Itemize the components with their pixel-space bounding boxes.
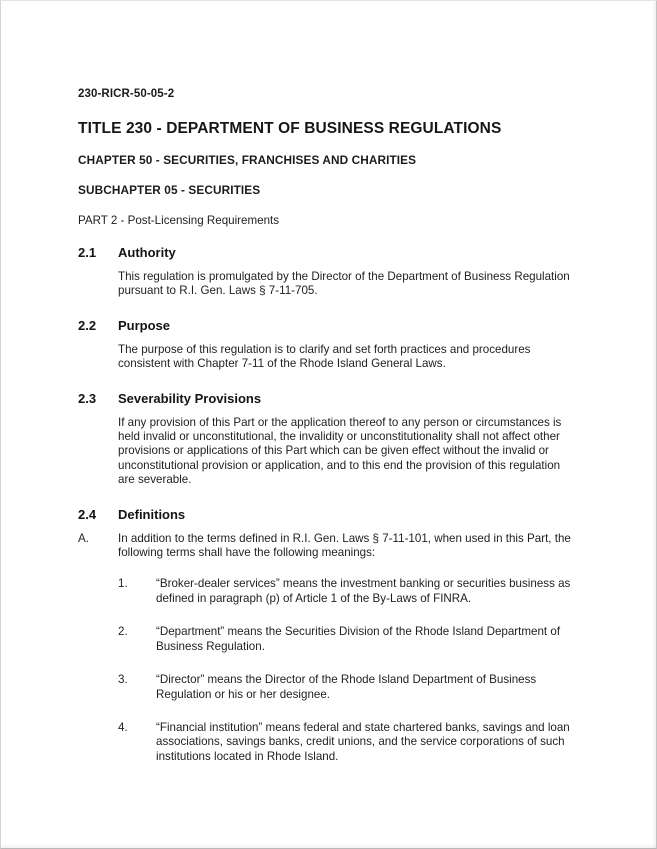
section-severability-body-wrap [118, 416, 580, 488]
document-part: PART 2 - Post-Licensing Requirements [78, 214, 280, 227]
document-title: TITLE 230 - DEPARTMENT OF BUSINESS REGULATIONS [78, 120, 502, 137]
document-content [78, 87, 580, 764]
section-authority [78, 244, 580, 299]
section-authority-title: Authority [118, 245, 176, 260]
section-authority-body-wrap [118, 270, 580, 299]
section-purpose-heading [78, 317, 580, 334]
section-definitions [78, 506, 580, 764]
list-item [118, 625, 580, 654]
document-chapter: CHAPTER 50 - SECURITIES, FRANCHISES AND CHARITIES [78, 153, 417, 167]
section-severability-body: If any provision of this Part or the application thereof to any person or circumstances is held invalid or unconstitutional, the invalidity or unconstitutionality shall not affect other provisions or applications of this Part which can be given effect without the invalid or unconstitutional provision or application, and to this end the provision of this regulation are severable. [118, 415, 562, 487]
definition-marker: 2. [118, 625, 128, 639]
section-definitions-heading [78, 506, 580, 523]
definition-text: “Department” means the Securities Division of the Rhode Island Department of Business Regulation. [156, 625, 561, 653]
definition-marker: 1. [118, 577, 128, 591]
section-definitions-number: 2.4 [78, 506, 97, 522]
definitions-intro-marker: A. [78, 531, 89, 545]
section-authority-body: This regulation is promulgated by the Director of the Department of Business Regulation pursuant to R.I. Gen. Laws § 7-11-705. [118, 270, 570, 298]
section-purpose-number: 2.2 [78, 317, 97, 333]
document-subchapter: SUBCHAPTER 05 - SECURITIES [78, 183, 261, 197]
definitions-intro-text: In addition to the terms defined in R.I. Gen. Laws § 7-11-101, when used in this Part, the following terms shall have the following meanings: [118, 531, 571, 560]
section-authority-heading [78, 244, 580, 261]
section-purpose-body: The purpose of this regulation is to clarify and set forth practices and procedures consistent with Chapter 7-11 of the Rhode Island General Laws. [118, 342, 531, 371]
definitions-intro [78, 532, 580, 561]
section-severability-title: Severability Provisions [118, 390, 262, 406]
definition-text: “Director” means the Director of the Rhode Island Department of Business Regulation or his or her designee. [156, 673, 537, 701]
list-item [118, 721, 580, 764]
section-authority-number: 2.1 [78, 245, 97, 260]
section-purpose-body-wrap [118, 343, 580, 372]
section-definitions-title: Definitions [118, 506, 186, 522]
section-purpose-title: Purpose [118, 317, 171, 333]
section-severability-heading [78, 390, 580, 407]
section-severability [78, 390, 580, 488]
section-purpose [78, 317, 580, 372]
definition-marker: 3. [118, 673, 128, 687]
section-severability-number: 2.3 [78, 390, 97, 406]
definition-text: “Financial institution” means federal and state chartered banks, savings and loan associations, savings banks, credit unions, and the service corporations of such institutions located in Rhode Island. [156, 720, 570, 763]
definition-text: “Broker-dealer services” means the investment banking or securities business as defined in paragraph (p) of Article 1 of the By-Laws of FINRA. [156, 577, 571, 605]
definitions-list [118, 577, 580, 764]
definition-marker: 4. [118, 720, 128, 734]
document-number: 230-RICR-50-05-2 [78, 88, 175, 100]
list-item [118, 673, 580, 702]
list-item [118, 577, 580, 606]
